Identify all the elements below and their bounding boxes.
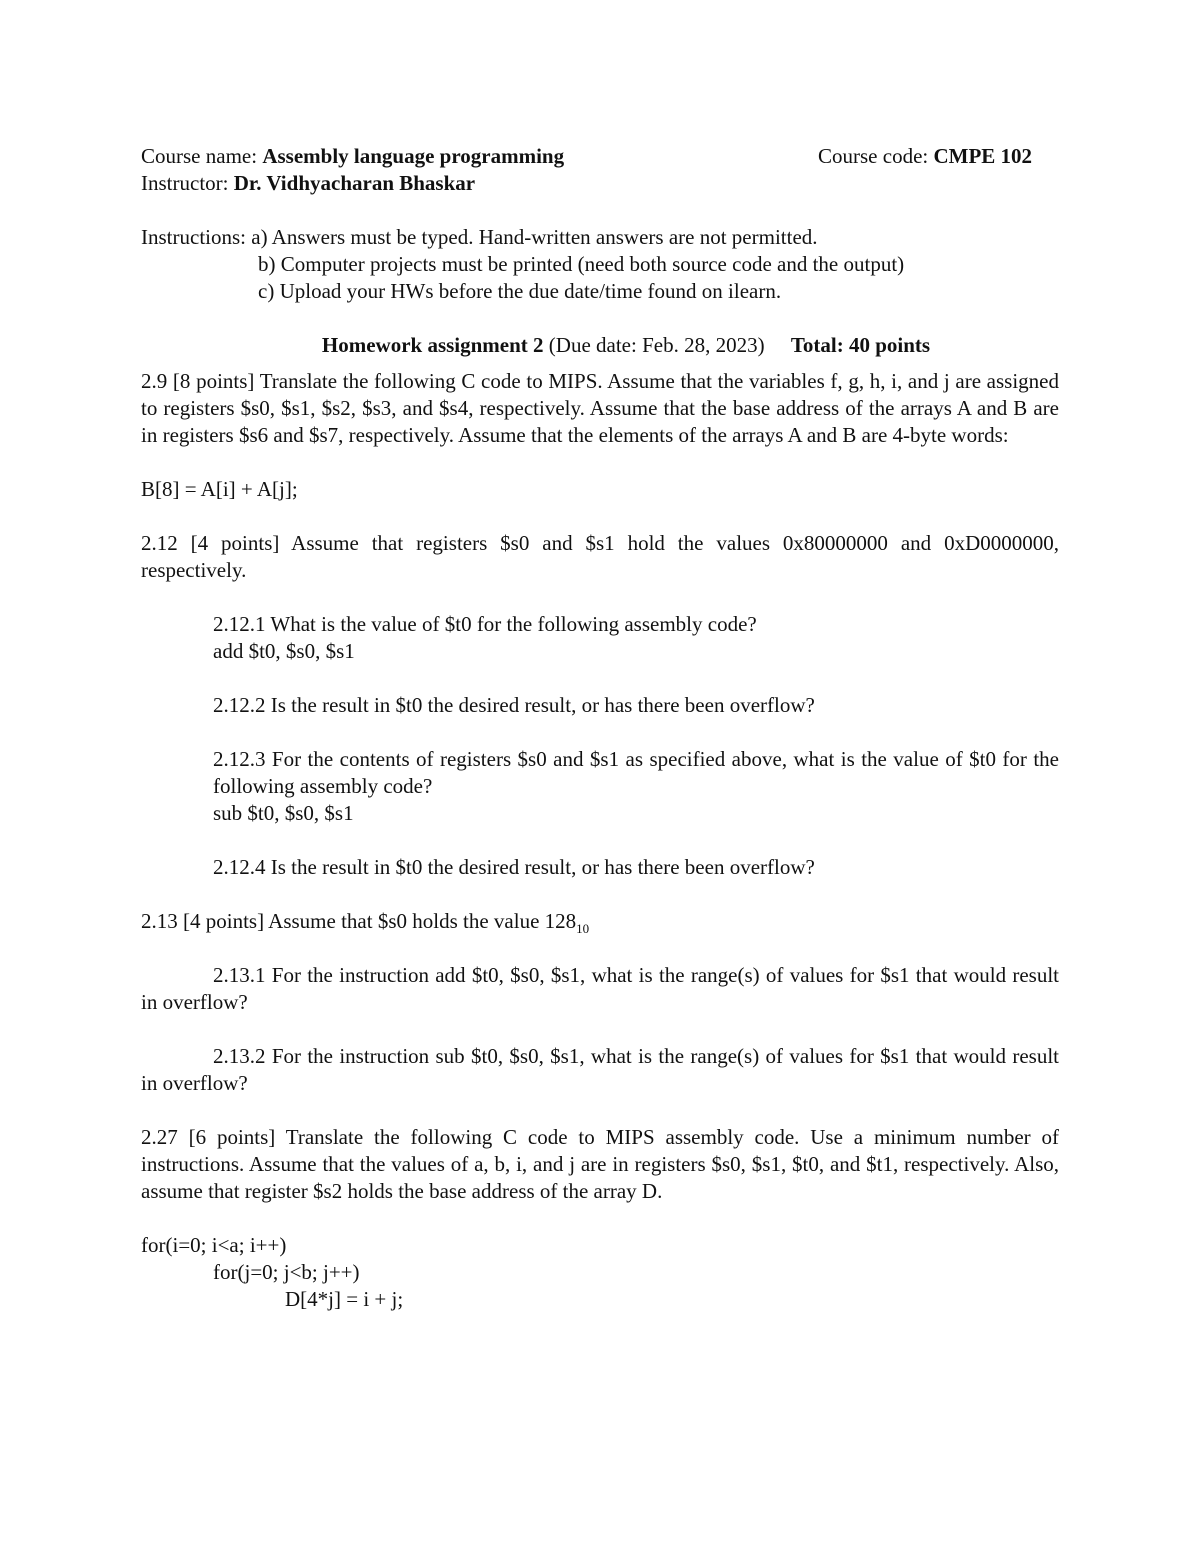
question-2-27: 2.27 [6 points] Translate the following C code to MIPS assembly code. Use a minimum number of instructions. Assume that the values of a, b, i, and j are in registers $s0, $s1, $t0, and $t1, respectively. Also, assume that register $s2 holds the base address of the array D. [141,1125,1059,1203]
question-2-13-1: 2.13.1 For the instruction add $t0, $s0, $s1, what is the range(s) of values for $s1 that would result in overflow? [141,963,1059,1014]
course-code: CMPE 102 [933,144,1033,168]
question-2-12-3: 2.12.3 For the contents of registers $s0 and $s1 as specified above, what is the value of $t0 for the following assembly code? [213,747,1059,798]
course-name-line [141,143,1059,170]
question-2-12-1: 2.12.1 What is the value of $t0 for the following assembly code? [213,612,757,636]
instruction-b: b) Computer projects must be printed (need both source code and the output) [258,252,905,276]
question-2-12-4: 2.12.4 Is the result in $t0 the desired result, or has there been overflow? [213,855,815,879]
due-date: (Due date: Feb. 28, 2023) [543,333,765,357]
instruction-a: Instructions: a) Answers must be typed. Hand-written answers are not permitted. [141,225,818,249]
question-2-12-2: 2.12.2 Is the result in $t0 the desired result, or has there been overflow? [213,693,815,717]
total-points: Total: 40 points [790,333,931,357]
code-2-27-line-1: for(i=0; i<a; i++) [141,1233,287,1257]
instructions-label: Instructions: [141,225,252,249]
instructor-line [141,170,1059,197]
course-name-label: Course name: [141,144,263,168]
course-name: Assembly language programming [262,144,565,168]
code-2-12-1: add $t0, $s0, $s1 [213,639,355,663]
instructor-name: Dr. Vidhyacharan Bhaskar [233,171,476,195]
question-2-12: 2.12 [4 points] Assume that registers $s0 and $s1 hold the values 0x80000000 and 0xD0000000, respectively. [141,531,1059,582]
document-page [141,143,1059,1313]
question-2-9: 2.9 [8 points] Translate the following C code to MIPS. Assume that the variables f, g, h, i, and j are assigned to registers $s0, $s1, $s2, $s3, and $s4, respectively. Assume that the base address of the arrays A and B are in registers $s6 and $s7, respectively. Assume that the elements of the arrays A and B are 4-byte words: [141,369,1059,447]
course-code-line [818,143,1032,170]
question-2-13-2: 2.13.2 For the instruction sub $t0, $s0, $s1, what is the range(s) of values for $s1 that would result in overflow? [141,1044,1059,1095]
code-2-12-3: sub $t0, $s0, $s1 [213,801,354,825]
instructor-label: Instructor: [141,171,234,195]
assignment-title: Homework assignment 2 [321,333,544,357]
assignment-title-line [141,332,1059,359]
code-2-27-line-3: D[4*j] = i + j; [285,1287,404,1311]
instruction-c: c) Upload your HWs before the due date/time found on ilearn. [258,279,782,303]
base-subscript: 10 [576,921,590,937]
course-code-label: Course code: [818,144,934,168]
code-2-9: B[8] = A[i] + A[j]; [141,477,298,501]
code-2-27-line-2: for(j=0; j<b; j++) [213,1260,360,1284]
question-2-13: 2.13 [4 points] Assume that $s0 holds the value $128_{10}$ [141,909,590,937]
